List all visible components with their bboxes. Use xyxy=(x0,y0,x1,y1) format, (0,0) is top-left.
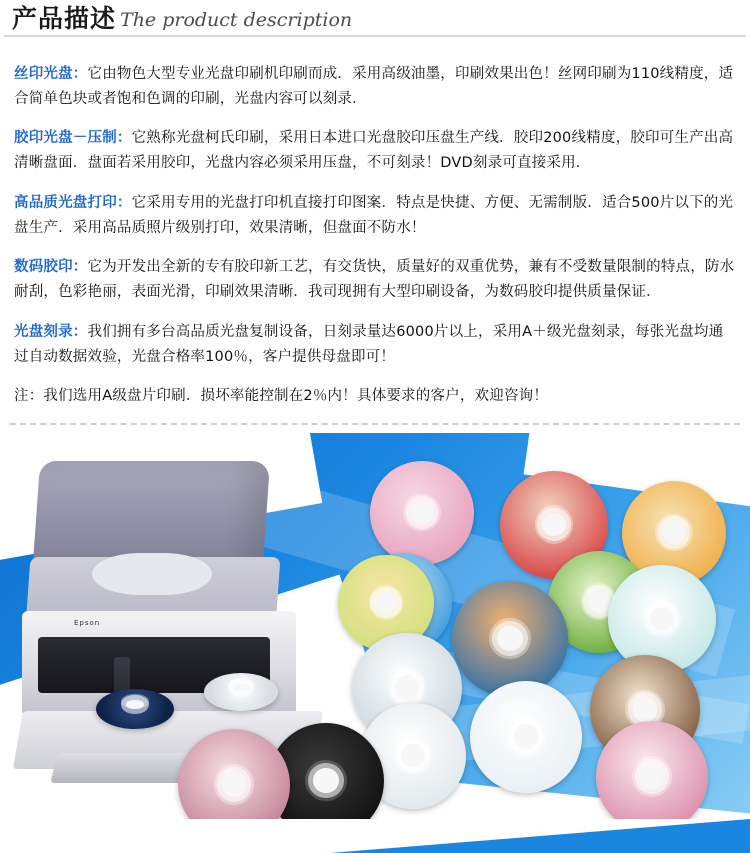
disc-stack-right xyxy=(204,673,278,711)
paragraph-disc-burning xyxy=(14,320,736,370)
page-title: 产品描述 xyxy=(12,4,117,33)
section-header xyxy=(4,0,746,37)
disc-inner-ring xyxy=(121,694,149,708)
disc-logo-teal xyxy=(608,565,716,673)
printer-window xyxy=(92,553,212,595)
description-content xyxy=(0,37,750,408)
disc-inner-ring xyxy=(643,599,682,638)
paragraph-label: 丝印光盘： xyxy=(14,65,88,82)
paragraph-label: 数码胶印： xyxy=(14,259,88,275)
paragraph-offset-press xyxy=(14,126,736,176)
disc-bride-pink xyxy=(596,721,708,833)
paragraph-label: 高品质光盘打印： xyxy=(14,194,132,211)
paragraph-text: 它采用专用的光盘打印机直接打印图案．特点是快捷、方便、无需制版．适合500片以下的光盘生产．采用高品质照片级别打印，效果清晰，但盘面不防水！ xyxy=(14,194,734,236)
paragraph-text: 它由物色大型专业光盘印刷机印刷而成．采用高级油墨，印刷效果出色！丝网印刷为110线精度，适合简单色块或者饱和色调的印刷，光盘内容可以刻录． xyxy=(14,65,734,107)
disc-inner-ring xyxy=(394,736,432,774)
paragraph-label: 光盘刻录： xyxy=(14,323,88,340)
disc-butterfly-white xyxy=(470,681,582,793)
note-text: 注：我们选用A级盘片印刷．损坏率能控制在2％内！具体要求的客户，欢迎咨询！ xyxy=(14,388,549,404)
paragraph-text: 我们拥有多台高品质光盘复制设备，日刻录量达6000片以上，采用A＋级光盘刻录，每张光盘均通过自动数据效验，光盘合格率100％，客户提供母盘即可！ xyxy=(14,323,724,365)
disc-inner-ring xyxy=(214,764,254,804)
disc-inner-ring xyxy=(489,618,531,660)
disc-inner-ring xyxy=(387,668,427,708)
disc-inner-ring xyxy=(506,716,546,756)
disc-inner-ring xyxy=(632,756,672,796)
photo-footer-triangle xyxy=(330,819,750,853)
disc-portrait-pink xyxy=(370,461,474,565)
disc-inner-ring xyxy=(535,505,574,544)
disc-inner-ring xyxy=(655,514,692,551)
printer-brand-label: Epson xyxy=(74,618,101,627)
paragraph-highquality-print xyxy=(14,191,736,241)
page-subtitle: The product description xyxy=(120,9,353,32)
paragraph-digital-offset xyxy=(14,255,736,305)
paragraph-text: 它为开发出全新的专有胶印新工艺，有交货快，质量好的双重优势，兼有不受数量限制的特点，防水耐刮，色彩艳丽，表面光滑，印刷效果清晰．我司现拥有大型印刷设备，为数码胶印提供质量保证． xyxy=(14,259,735,300)
disc-inner-ring xyxy=(228,678,255,692)
paragraph-label: 胶印光盘－压制： xyxy=(14,130,132,146)
disc-stack-left xyxy=(96,689,174,729)
paragraph-text: 它熟称光盘柯氏印刷，采用日本进口光盘胶印压盘生产线．胶印200线精度，胶印可生产出高清晰盘面．盘面若采用胶印，光盘内容必须采用压盘，不可刻录！DVD刻录可直接采用． xyxy=(14,130,734,171)
disc-inner-ring xyxy=(369,585,404,620)
disc-inner-ring xyxy=(403,494,440,531)
photo-footer-bar xyxy=(0,819,750,853)
product-photo xyxy=(0,433,750,853)
disc-inner-ring xyxy=(305,760,347,802)
paragraph-silkscreen xyxy=(14,62,736,112)
disc-sunset-landscape xyxy=(452,581,568,697)
section-divider xyxy=(10,423,740,425)
